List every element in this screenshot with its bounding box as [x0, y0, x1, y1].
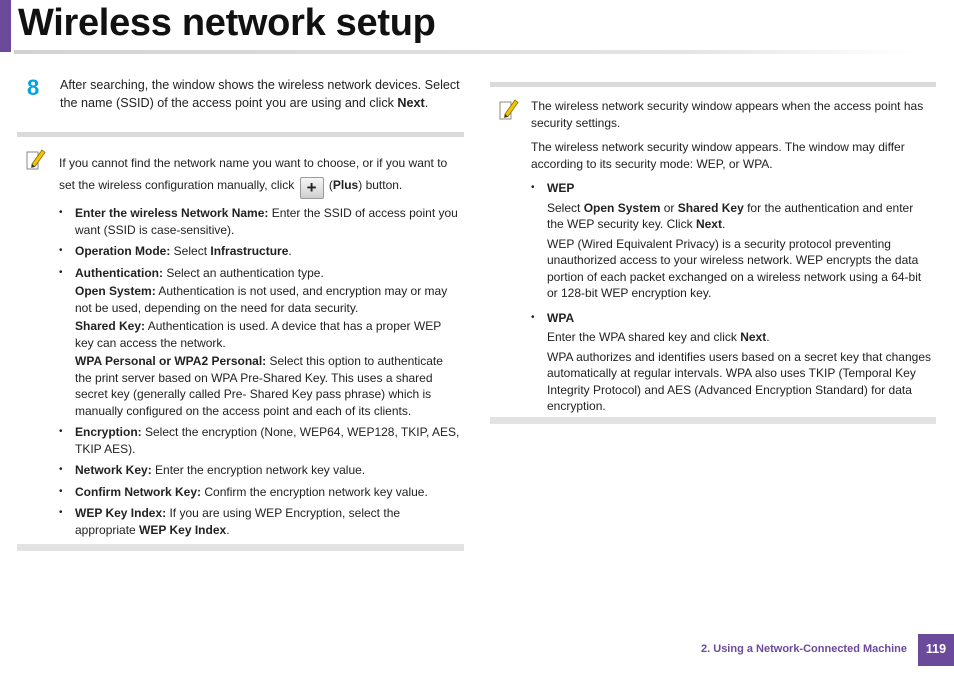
- intro-line2-before: set the wireless configuration manually, click: [59, 178, 298, 192]
- sub-item: [75, 283, 462, 316]
- list-item: [59, 205, 462, 238]
- sub-text: Select this option to authenticate the print server based on WPA Pre-Shared Key. This uses a shared secret key (generally called Pre- Shared Key pass phrase) which is manually configured on the access point and each of its clients.: [75, 354, 443, 418]
- step-text-bold: Next: [397, 96, 425, 110]
- wep-description: WEP (Wired Equivalent Privacy) is a security protocol preventing unauthorized access to your wireless network. WEP encrypts the data portion of each packet exchanged on a wireless network using a 64-bit or 128-bit WEP encryption key.: [547, 236, 922, 300]
- note-left-intro-line1: If you cannot find the network name you want to choose, or if you want to: [59, 156, 448, 170]
- item-label: Authentication:: [75, 265, 163, 280]
- list-item: [59, 265, 462, 420]
- wep-b1: Open System: [583, 200, 661, 215]
- item-text: Enter the SSID of access point you want (SSID is case-sensitive).: [75, 206, 458, 237]
- wep-s3: for the authentication and enter the WEP security key. Click: [547, 200, 914, 231]
- sub-label: Open System:: [75, 284, 156, 298]
- wpa-b1: Next: [740, 330, 767, 344]
- pencil-note-icon: [498, 97, 520, 121]
- settings-list: [59, 205, 462, 538]
- note-right-p1: The wireless network security window appears when the access point has security settings.: [531, 99, 924, 130]
- item-label: Confirm Network Key:: [75, 484, 202, 499]
- plus-paren-open: (: [325, 178, 333, 192]
- sub-label: WPA Personal or WPA2 Personal:: [75, 354, 267, 368]
- step-text-after: .: [424, 96, 429, 110]
- item-text: Select an authentication type.: [163, 265, 324, 280]
- wep-item: [531, 180, 933, 302]
- wep-label: • WEP: [547, 181, 575, 195]
- pencil-note-icon: [25, 147, 47, 171]
- page-number: 119: [918, 634, 954, 666]
- note-left-intro-line2: [59, 177, 462, 199]
- wpa-s1: Enter the WPA shared key and click: [547, 330, 741, 344]
- list-item: [59, 243, 462, 260]
- intro-line2-after: ) button.: [358, 178, 403, 192]
- wpa-label: • WPA: [547, 310, 575, 325]
- item-tail: .: [226, 522, 230, 537]
- wpa-item: [531, 310, 933, 415]
- list-item: [59, 462, 462, 479]
- sub-label: Shared Key:: [75, 319, 146, 333]
- wep-b3: Next: [695, 217, 722, 231]
- item-label: WEP Key Index:: [75, 506, 167, 520]
- sub-text: Authentication is not used, and encryption may or may not be used, depending on the need for data security.: [75, 284, 448, 315]
- list-item: [59, 484, 462, 501]
- wpa-description: WPA authorizes and identifies users based on a secret key that changes automatically at regular intervals. WPA also uses TKIP (Temporal Key Integrity Protocol) and AES (Advanced Encryption Standard) for data encryption.: [547, 349, 931, 413]
- item-label: Encryption:: [75, 425, 142, 439]
- sub-item: [75, 318, 462, 351]
- item-text: Enter the encryption network key value.: [151, 463, 366, 477]
- item-tail: .: [288, 244, 292, 258]
- item-bold: Infrastructure: [210, 244, 289, 258]
- note-box-left: [17, 132, 464, 551]
- plus-label: Plus: [332, 178, 359, 192]
- note-box-right: [490, 82, 936, 424]
- list-item: [59, 424, 462, 457]
- item-text: Select the encryption (None, WEP64, WEP128, TKIP, AES, TKIP AES).: [75, 425, 460, 456]
- item-label: Operation Mode:: [75, 244, 171, 258]
- title-divider: [14, 50, 914, 54]
- step-text: [60, 76, 470, 112]
- wep-s4: .: [721, 217, 726, 231]
- title-accent-bar: [0, 0, 11, 52]
- step-text-before: After searching, the window shows the wireless network devices. Select the name (SSID) of the access point you are using and click: [60, 78, 460, 110]
- item-label: Enter the wireless Network Name:: [75, 206, 269, 220]
- sub-text: Authentication is used. A device that has a proper WEP key can access the network.: [75, 319, 441, 350]
- note-left-body: [59, 149, 462, 543]
- footer-section-title: 2. Using a Network-Connected Machine: [701, 643, 907, 655]
- wpa-s2: .: [766, 330, 770, 344]
- wep-b2: Shared Key: [677, 200, 744, 215]
- step-number: 8: [27, 75, 40, 100]
- item-bold: WEP Key Index: [139, 522, 227, 537]
- item-label: Network Key:: [75, 463, 152, 477]
- wep-s2: or: [660, 200, 678, 215]
- list-item: [59, 505, 462, 538]
- item-text: Confirm the encryption network key value.: [201, 484, 428, 499]
- wpa-instructions: [547, 329, 933, 346]
- item-text: Select: [170, 244, 211, 258]
- plus-button[interactable]: +: [300, 177, 324, 199]
- note-right-body: [531, 98, 933, 418]
- sub-item: [75, 353, 462, 419]
- wep-instructions: [547, 200, 933, 233]
- note-right-p2: The wireless network security window appears. The window may differ according to its security mode: WEP, or WPA.: [531, 140, 905, 171]
- page-title: Wireless network setup: [18, 2, 436, 44]
- item-text: If you are using WEP Encryption, select the appropriate: [75, 506, 401, 537]
- wep-s1: Select: [547, 200, 584, 215]
